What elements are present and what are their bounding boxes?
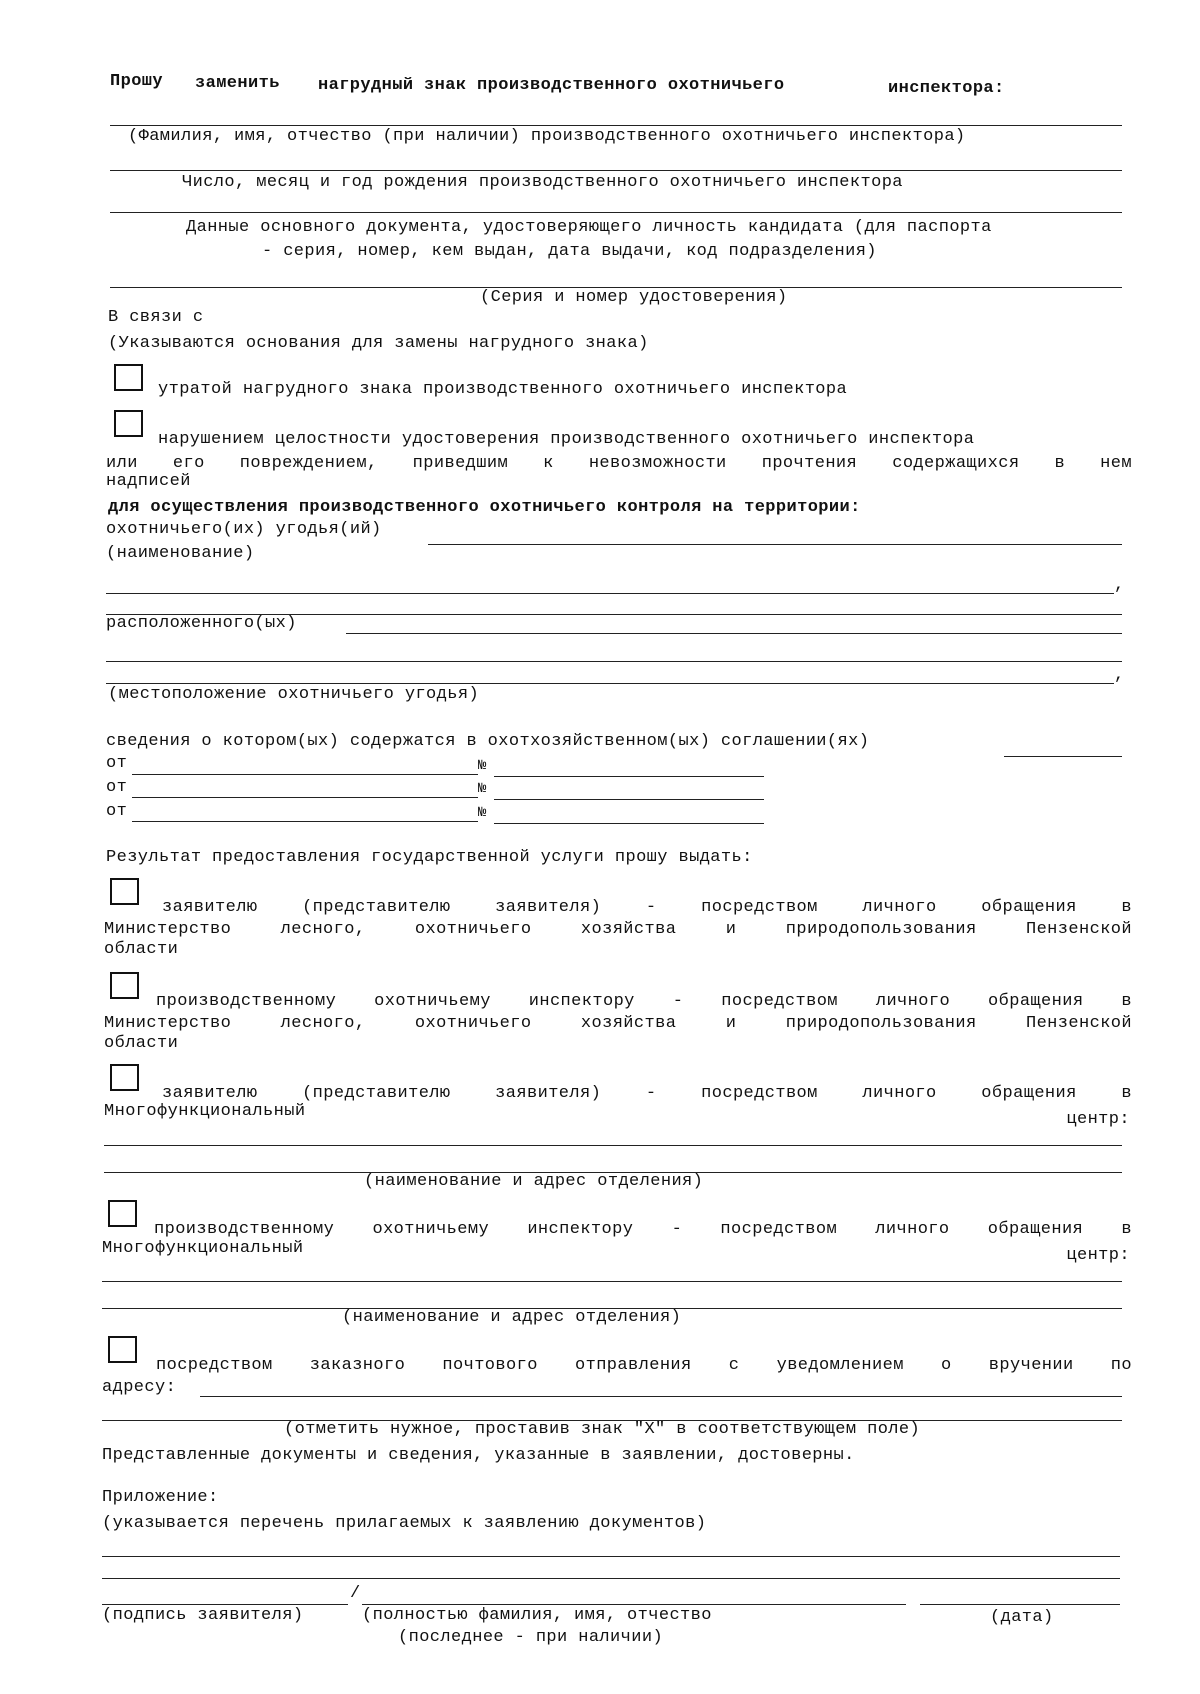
option5-line1: посредством заказного почтового отправления с уведомлением о вручении по	[156, 1356, 1132, 1375]
option3-line2: Многофункциональный	[104, 1102, 306, 1121]
attachment-line-1[interactable]	[102, 1556, 1120, 1557]
located-line[interactable]	[346, 633, 1122, 634]
located-label: расположенного(ых)	[106, 614, 297, 633]
agreement-number-line-3[interactable]	[494, 823, 764, 824]
attachment-line-2[interactable]	[102, 1578, 1120, 1579]
option-mfc-inspector-checkbox[interactable]	[108, 1200, 137, 1227]
reasons-hint: (Указываются основания для замены нагрудного знака)	[108, 334, 649, 353]
request-word-4: инспектора:	[888, 79, 1005, 98]
loss-checkbox[interactable]	[114, 364, 143, 391]
location-hint: (местоположение охотничьего угодья)	[108, 685, 480, 704]
agreement-number-line-2[interactable]	[494, 799, 764, 800]
option-mail-ministry-applicant-checkbox[interactable]	[110, 878, 139, 905]
birth-hint: Число, месяц и год рождения производственного охотничьего инспектора	[182, 173, 903, 192]
request-word-1: Прошу	[110, 72, 164, 91]
option2-line3: области	[104, 1034, 179, 1053]
id-doc-hint-2: - серия, номер, кем выдан, дата выдачи, код подразделения)	[262, 242, 877, 261]
grounds-name-line-1[interactable]	[106, 593, 1114, 594]
damage-label-3: надписей	[106, 472, 191, 491]
agreement-line[interactable]	[1004, 756, 1122, 757]
agreement-from-label-1: от	[106, 754, 128, 773]
option-ministry-inspector-checkbox[interactable]	[110, 972, 139, 999]
option3-branch-hint: (наименование и адрес отделения)	[364, 1172, 704, 1191]
grounds-name-hint: (наименование)	[106, 544, 255, 563]
hunting-grounds-line[interactable]	[428, 544, 1122, 545]
damage-label-1: нарушением целостности удостоверения производственного охотничьего инспектора	[158, 430, 975, 449]
option2-line1: производственному охотничьему инспектору - посредством личного обращения в	[156, 992, 1132, 1011]
agreement-number-sign-3: №	[478, 805, 487, 821]
signature-hint: (подпись заявителя)	[102, 1606, 304, 1625]
location-comma: ,	[1114, 666, 1125, 685]
hunting-grounds-label: охотничьего(их) угодья(ий)	[106, 520, 382, 539]
damage-label-2: или его повреждением, приведшим к невозможности прочтения содержащихся в нем	[106, 454, 1132, 473]
option1-line3: области	[104, 940, 179, 959]
id-doc-input-line[interactable]	[110, 212, 1122, 213]
option5-line2: адресу:	[102, 1378, 177, 1397]
post-address-line-1[interactable]	[200, 1396, 1122, 1397]
in-connection-label: В связи с	[108, 308, 204, 327]
agreement-date-line-2[interactable]	[132, 797, 478, 798]
fio-hint: (Фамилия, имя, отчество (при наличии) производственного охотничьего инспектора)	[128, 127, 966, 146]
agreement-number-line-1[interactable]	[494, 776, 764, 777]
option1-line2: Министерство лесного, охотничьего хозяйства и природопользования Пензенской	[104, 920, 1132, 939]
option4-line3: центр:	[1066, 1246, 1130, 1265]
option2-line2: Министерство лесного, охотничьего хозяйства и природопользования Пензенской	[104, 1014, 1132, 1033]
agreement-date-line-3[interactable]	[132, 821, 478, 822]
option3-address-line-1[interactable]	[104, 1145, 1122, 1146]
fio-input-line[interactable]	[110, 125, 1122, 126]
option3-line1: заявителю (представителю заявителя) - посредством личного обращения в	[162, 1084, 1132, 1103]
fullname-hint-2: (последнее - при наличии)	[398, 1628, 664, 1647]
certificate-hint: (Серия и номер удостоверения)	[480, 288, 788, 307]
agreement-number-sign-2: №	[478, 781, 487, 797]
option-mfc-applicant-checkbox[interactable]	[110, 1064, 139, 1091]
option4-branch-hint: (наименование и адрес отделения)	[342, 1308, 682, 1327]
loss-label: утратой нагрудного знака производственного охотничьего инспектора	[158, 380, 848, 399]
attachment-hint: (указывается перечень прилагаемых к заявлению документов)	[102, 1514, 707, 1533]
request-word-3: нагрудный знак производственного охотничьего	[318, 76, 785, 95]
agreement-number-sign-1: №	[478, 758, 487, 774]
option4-line2: Многофункциональный	[102, 1239, 304, 1258]
agreement-label: сведения о котором(ых) содержатся в охотхозяйственном(ых) соглашении(ях)	[106, 732, 870, 751]
grounds-comma-1: ,	[1114, 576, 1125, 595]
date-hint: (дата)	[990, 1608, 1054, 1627]
reliability-statement: Представленные документы и сведения, указанные в заявлении, достоверны.	[102, 1446, 855, 1465]
result-title: Результат предоставления государственной услуги прошу выдать:	[106, 848, 753, 867]
damage-checkbox[interactable]	[114, 410, 143, 437]
mark-hint: (отметить нужное, проставив знак "X" в соответствующем поле)	[284, 1420, 921, 1439]
option3-line3: центр:	[1066, 1110, 1130, 1129]
fullname-hint-1: (полностью фамилия, имя, отчество	[362, 1606, 712, 1625]
option1-line1: заявителю (представителю заявителя) - посредством личного обращения в	[162, 898, 1132, 917]
agreement-date-line-1[interactable]	[132, 774, 478, 775]
option4-line1: производственному охотничьему инспектору - посредством личного обращения в	[154, 1220, 1132, 1239]
signature-slash: /	[350, 1584, 361, 1603]
id-doc-hint-1: Данные основного документа, удостоверяющего личность кандидата (для паспорта	[186, 218, 992, 237]
signature-line[interactable]	[102, 1604, 348, 1605]
fullname-line[interactable]	[362, 1604, 906, 1605]
option4-address-line-1[interactable]	[102, 1281, 1122, 1282]
location-line-1[interactable]	[106, 661, 1122, 662]
agreement-from-label-3: от	[106, 802, 128, 821]
option-post-checkbox[interactable]	[108, 1336, 137, 1363]
attachment-label: Приложение:	[102, 1488, 219, 1507]
birth-input-line[interactable]	[110, 170, 1122, 171]
date-line[interactable]	[920, 1604, 1120, 1605]
request-word-2: заменить	[195, 74, 280, 93]
agreement-from-label-2: от	[106, 778, 128, 797]
location-line-2[interactable]	[106, 683, 1114, 684]
territory-title: для осуществления производственного охотничьего контроля на территории:	[108, 498, 861, 517]
